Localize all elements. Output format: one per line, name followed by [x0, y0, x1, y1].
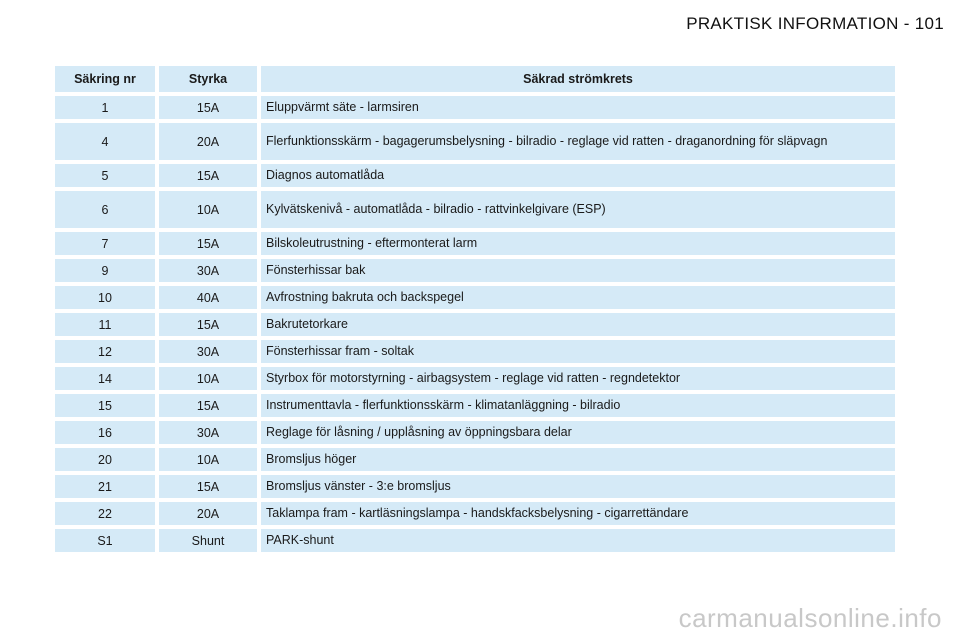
cell-rating: 20A [159, 123, 257, 160]
cell-rating: Shunt [159, 529, 257, 552]
table-row [55, 96, 895, 119]
table-row [55, 164, 895, 187]
cell-circuit: Taklampa fram - kartläsningslampa - handskfacksbelysning - cigarrettändare [261, 502, 895, 525]
cell-rating: 30A [159, 421, 257, 444]
cell-rating: 15A [159, 164, 257, 187]
cell-circuit: Kylvätskenivå - automatlåda - bilradio - rattvinkelgivare (ESP) [261, 191, 895, 228]
cell-rating: 15A [159, 394, 257, 417]
page-title: PRAKTISK INFORMATION - 101 [686, 14, 944, 33]
cell-circuit: Styrbox för motorstyrning - airbagsystem - reglage vid ratten - regndetektor [261, 367, 895, 390]
cell-fuse-number: S1 [55, 529, 155, 552]
cell-circuit: Bromsljus vänster - 3:e bromsljus [261, 475, 895, 498]
table-row [55, 340, 895, 363]
cell-circuit: PARK-shunt [261, 529, 895, 552]
cell-rating: 30A [159, 259, 257, 282]
cell-circuit: Eluppvärmt säte - larmsiren [261, 96, 895, 119]
cell-circuit: Bromsljus höger [261, 448, 895, 471]
cell-fuse-number: 21 [55, 475, 155, 498]
table-row [55, 286, 895, 309]
cell-rating: 15A [159, 313, 257, 336]
table-row [55, 313, 895, 336]
cell-fuse-number: 12 [55, 340, 155, 363]
watermark: carmanualsonline.info [678, 603, 942, 633]
table-row [55, 191, 895, 228]
fuse-table [51, 62, 899, 556]
table-row [55, 502, 895, 525]
cell-fuse-number: 20 [55, 448, 155, 471]
table-row [55, 529, 895, 552]
column-header-rating: Styrka [159, 66, 257, 92]
cell-fuse-number: 1 [55, 96, 155, 119]
cell-rating: 15A [159, 96, 257, 119]
cell-rating: 15A [159, 232, 257, 255]
cell-fuse-number: 11 [55, 313, 155, 336]
cell-rating: 10A [159, 367, 257, 390]
column-header-circuit: Säkrad strömkrets [261, 66, 895, 92]
cell-fuse-number: 6 [55, 191, 155, 228]
cell-circuit: Reglage för låsning / upplåsning av öppningsbara delar [261, 421, 895, 444]
cell-rating: 15A [159, 475, 257, 498]
table-row [55, 475, 895, 498]
cell-fuse-number: 15 [55, 394, 155, 417]
table-row [55, 232, 895, 255]
cell-rating: 20A [159, 502, 257, 525]
cell-circuit: Fönsterhissar fram - soltak [261, 340, 895, 363]
cell-fuse-number: 14 [55, 367, 155, 390]
table-row [55, 259, 895, 282]
cell-circuit: Fönsterhissar bak [261, 259, 895, 282]
cell-fuse-number: 10 [55, 286, 155, 309]
cell-rating: 10A [159, 191, 257, 228]
table-row [55, 421, 895, 444]
cell-rating: 10A [159, 448, 257, 471]
cell-circuit: Instrumenttavla - flerfunktionsskärm - klimatanläggning - bilradio [261, 394, 895, 417]
cell-circuit: Flerfunktionsskärm - bagagerumsbelysning - bilradio - reglage vid ratten - draganordning för släpvagn [261, 123, 895, 160]
table-row [55, 394, 895, 417]
cell-fuse-number: 7 [55, 232, 155, 255]
cell-fuse-number: 16 [55, 421, 155, 444]
table-row [55, 367, 895, 390]
cell-fuse-number: 9 [55, 259, 155, 282]
cell-circuit: Diagnos automatlåda [261, 164, 895, 187]
cell-circuit: Avfrostning bakruta och backspegel [261, 286, 895, 309]
cell-rating: 40A [159, 286, 257, 309]
table-row [55, 448, 895, 471]
cell-rating: 30A [159, 340, 257, 363]
cell-circuit: Bakrutetorkare [261, 313, 895, 336]
cell-fuse-number: 4 [55, 123, 155, 160]
table-row [55, 123, 895, 160]
cell-fuse-number: 22 [55, 502, 155, 525]
cell-fuse-number: 5 [55, 164, 155, 187]
cell-circuit: Bilskoleutrustning - eftermonterat larm [261, 232, 895, 255]
column-header-fuse-number: Säkring nr [55, 66, 155, 92]
